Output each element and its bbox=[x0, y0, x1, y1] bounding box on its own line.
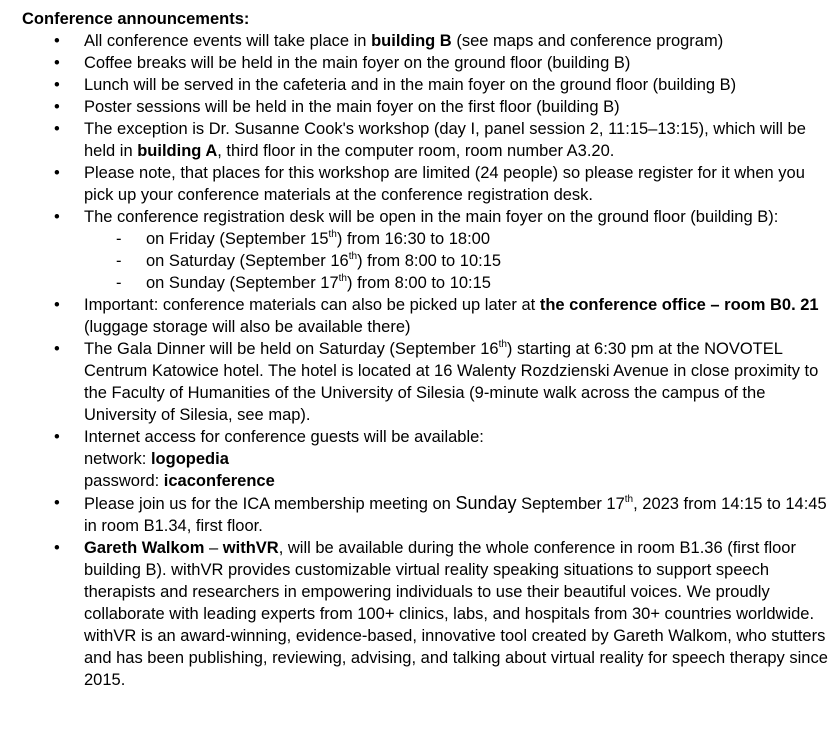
list-item: • The exception is Dr. Susanne Cook's workshop (day I, panel session 2, 11:15–13:15), which will be held in building A, third floor in the computer room, room number A3.20. bbox=[22, 118, 831, 162]
registration-hours-list bbox=[84, 228, 831, 294]
sub-list-item: - on Sunday (September 17th) from 8:00 to 10:15 bbox=[84, 272, 831, 294]
list-item: • Important: conference materials can also be picked up later at the conference office – room B0. 21 (luggage storage will also be available there) bbox=[22, 294, 831, 338]
list-item: • The conference registration desk will be open in the main foyer on the ground floor (building B): - on Friday (September 15th) from 16:30 to 18:00 - on Saturday (September 16th) from 8:00 to 10:15 - on Sunday (September 17th) from 8:00 to 10:15 bbox=[22, 206, 831, 294]
list-item: • All conference events will take place in building B (see maps and conference program) bbox=[22, 30, 831, 52]
list-item: • Please join us for the ICA membership meeting on Sunday September 17th, 2023 from 14:15 to 14:45 in room B1.34, first floor. bbox=[22, 492, 831, 537]
network-line: network: logopedia bbox=[84, 450, 229, 468]
password-line: password: icaconference bbox=[84, 472, 275, 490]
list-item: • The Gala Dinner will be held on Saturday (September 16th) starting at 6:30 pm at the NOVOTEL Centrum Katowice hotel. The hotel is located at 16 Walenty Rozdzienski Avenue in close proximity to the Faculty of Humanities of the University of Silesia (9-minute walk across the campus of the University of Silesia, see map). bbox=[22, 338, 831, 426]
network-name: logopedia bbox=[150, 450, 229, 468]
internet-intro: • Internet access for conference guests will be available: bbox=[84, 428, 484, 446]
list-item bbox=[22, 426, 831, 492]
list-item: • Please note, that places for this workshop are limited (24 people) so please register for it when you pick up your conference materials at the conference registration desk. bbox=[22, 162, 831, 206]
list-item: • Coffee breaks will be held in the main foyer on the ground floor (building B) bbox=[22, 52, 831, 74]
list-item: • Gareth Walkom – withVR, will be available during the whole conference in room B1.36 (first floor building B). withVR provides customizable virtual reality speaking situations to support speech therapists and researchers in empowering individuals to use their beautiful voices. We proudly collaborate with leading experts from 100+ clinics, labs, and hospitals from 30+ countries worldwide. withVR is an award-winning, evidence-based, innovative tool created by Gareth Walkom, who stutters and has been publishing, reviewing, advising, and talking about virtual reality for speech therapy since 2015. bbox=[22, 537, 831, 691]
list-item: • Lunch will be served in the cafeteria and in the main foyer on the ground floor (building B) bbox=[22, 74, 831, 96]
list-item: • Poster sessions will be held in the main foyer on the first floor (building B) bbox=[22, 96, 831, 118]
announcements-title: Conference announcements: bbox=[22, 10, 250, 28]
announcements-list bbox=[22, 30, 831, 691]
meeting-day: Sunday bbox=[455, 493, 517, 513]
sub-list-item: - on Saturday (September 16th) from 8:00 to 10:15 bbox=[84, 250, 831, 272]
sub-list-item: - on Friday (September 15th) from 16:30 to 18:00 bbox=[84, 228, 831, 250]
network-password: icaconference bbox=[163, 472, 275, 490]
